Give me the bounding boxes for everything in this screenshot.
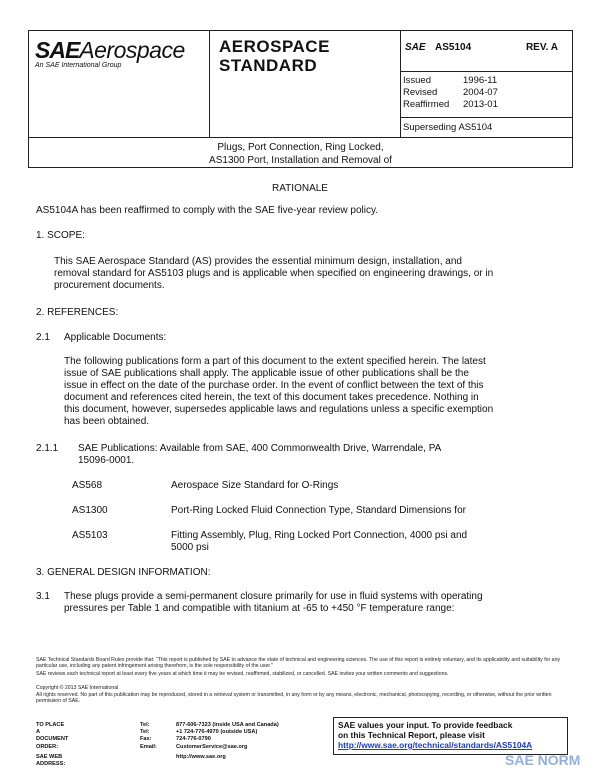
revision-label: REV. A	[525, 42, 558, 53]
date-label: Reaffirmed	[403, 99, 450, 110]
doc-brand: SAE	[405, 42, 426, 53]
board-rules-note: SAE Technical Standards Board Rules provide that: "This report is published by SAE to advance the state of technical and engineering sciences. The use of this report is entirely voluntary, and its applicability and suitability for any particular use, including any patent infringement arising therefrom, is the sole responsibility of the user."	[36, 657, 561, 670]
reference-code: AS1300	[72, 505, 108, 516]
document-number: AS5104	[435, 42, 472, 53]
logo-sae: SAE	[35, 37, 80, 63]
date-value: 1996-11	[463, 75, 498, 86]
section-1-heading: 1. SCOPE:	[36, 230, 85, 241]
section-2-heading: 2. REFERENCES:	[36, 307, 119, 318]
document-info-box	[401, 31, 572, 139]
sae-norm-watermark	[503, 750, 593, 770]
copyright-note: Copyright © 2013 SAE International	[36, 685, 119, 691]
date-value: 2004-07	[463, 87, 498, 98]
feedback-line2: on this Technical Report, please visit	[338, 730, 485, 740]
section-2-1-1-number: 2.1.1	[36, 443, 59, 454]
date-label: Revised	[403, 87, 438, 98]
contact-email[interactable]: CustomerService@sae.org	[176, 743, 248, 750]
date-value: 2013-01	[463, 99, 498, 110]
order-label: TO PLACE A DOCUMENT ORDER:	[36, 722, 69, 750]
standard-title	[219, 37, 330, 75]
rights-note: All rights reserved. No part of this publication may be reproduced, stored in a retrieval system or transmitted, in any form or by any means, electronic, mechanical, photocopying, recording, or otherwise, without the prior written permission of SAE.	[36, 692, 552, 705]
contact-key: Tel:	[140, 729, 150, 736]
standard-title-line1: AEROSPACE	[219, 37, 330, 56]
rationale-heading: RATIONALE	[272, 183, 328, 194]
reference-code: AS568	[72, 480, 103, 491]
reference-title: Aerospace Size Standard for O-Rings	[171, 480, 339, 491]
header-divider	[209, 31, 210, 137]
reference-title: Port-Ring Locked Fluid Connection Type, Standard Dimensions for	[171, 505, 466, 516]
section-3-1-text: These plugs provide a semi-permanent closure primarily for use in fluid systems with operating pressures per Table 1 and compatible with titanium at -65 to +450 °F temperature range:	[64, 591, 483, 614]
logo-aerospace: Aerospace	[79, 37, 185, 63]
section-3-1-number: 3.1	[36, 591, 50, 602]
document-dates	[401, 71, 572, 117]
section-2-1-number: 2.1	[36, 332, 50, 343]
watermark-text: SAE NORM	[505, 752, 581, 768]
contact-value: +1 724-776-4970 (outside USA)	[176, 729, 258, 736]
reference-code: AS5103	[72, 530, 108, 541]
review-note: SAE reviews each technical report at least every five years at which time it may be revised, reaffirmed, stabilized, or cancelled. SAE invites your written comments and suggestions.	[36, 671, 449, 677]
standard-title-line2: STANDARD	[219, 56, 318, 75]
document-header	[28, 30, 573, 138]
sae-aerospace-logo	[35, 37, 205, 69]
section-2-1-1-text: SAE Publications: Available from SAE, 400 Commonwealth Drive, Warrendale, PA	[78, 443, 442, 454]
section-2-1-text: The following publications form a part of this document to the extent specified herein. The latest issue of SAE publications shall apply. The applicable issue of other publications shall be the issue in effect on the date of the purchase order. In the event of conflict between the text of this document and references cited herein, the text of this document takes precedence. Nothing in this document, however, supersedes applicable laws and regulations unless a specific exemption has been obtained.	[64, 356, 494, 427]
logo-tagline: An SAE International Group	[35, 62, 122, 69]
reference-title: Fitting Assembly, Plug, Ring Locked Port Connection, 4000 psi and	[171, 530, 468, 541]
subject-line1: Plugs, Port Connection, Ring Locked,	[217, 142, 384, 153]
superseding-note: Superseding AS5104	[401, 117, 572, 139]
document-subject	[28, 138, 573, 168]
section-1-text: This SAE Aerospace Standard (AS) provides the essential minimum design, installation, and removal standard for AS5103 plugs and is applicable when specified on engineering drawings, or in procurement documents.	[54, 256, 494, 291]
section-2-1-heading: Applicable Documents:	[64, 332, 167, 343]
rationale-text: AS5104A has been reaffirmed to comply with the SAE five-year review policy.	[36, 205, 379, 216]
date-label: Issued	[403, 75, 431, 86]
contact-value: 724-776-0790	[176, 736, 211, 743]
contact-key: Email:	[140, 743, 157, 750]
web-label: SAE WEB ADDRESS:	[36, 754, 66, 768]
subject-line2: AS1300 Port, Installation and Removal of	[209, 155, 392, 166]
contact-key: Fax:	[140, 736, 152, 743]
reference-title: 5000 psi	[171, 542, 209, 553]
section-3-heading: 3. GENERAL DESIGN INFORMATION:	[36, 567, 211, 578]
feedback-link[interactable]: http://www.sae.org/technical/standards/AS5104A	[338, 740, 533, 750]
section-2-1-1-text: 15096-0001.	[78, 455, 135, 466]
contact-value: 877-606-7323 (inside USA and Canada)	[176, 722, 279, 728]
contact-key: Tel:	[140, 722, 150, 728]
feedback-line1: SAE values your input. To provide feedback	[338, 720, 513, 730]
sae-web-link[interactable]: http://www.sae.org	[176, 754, 226, 760]
